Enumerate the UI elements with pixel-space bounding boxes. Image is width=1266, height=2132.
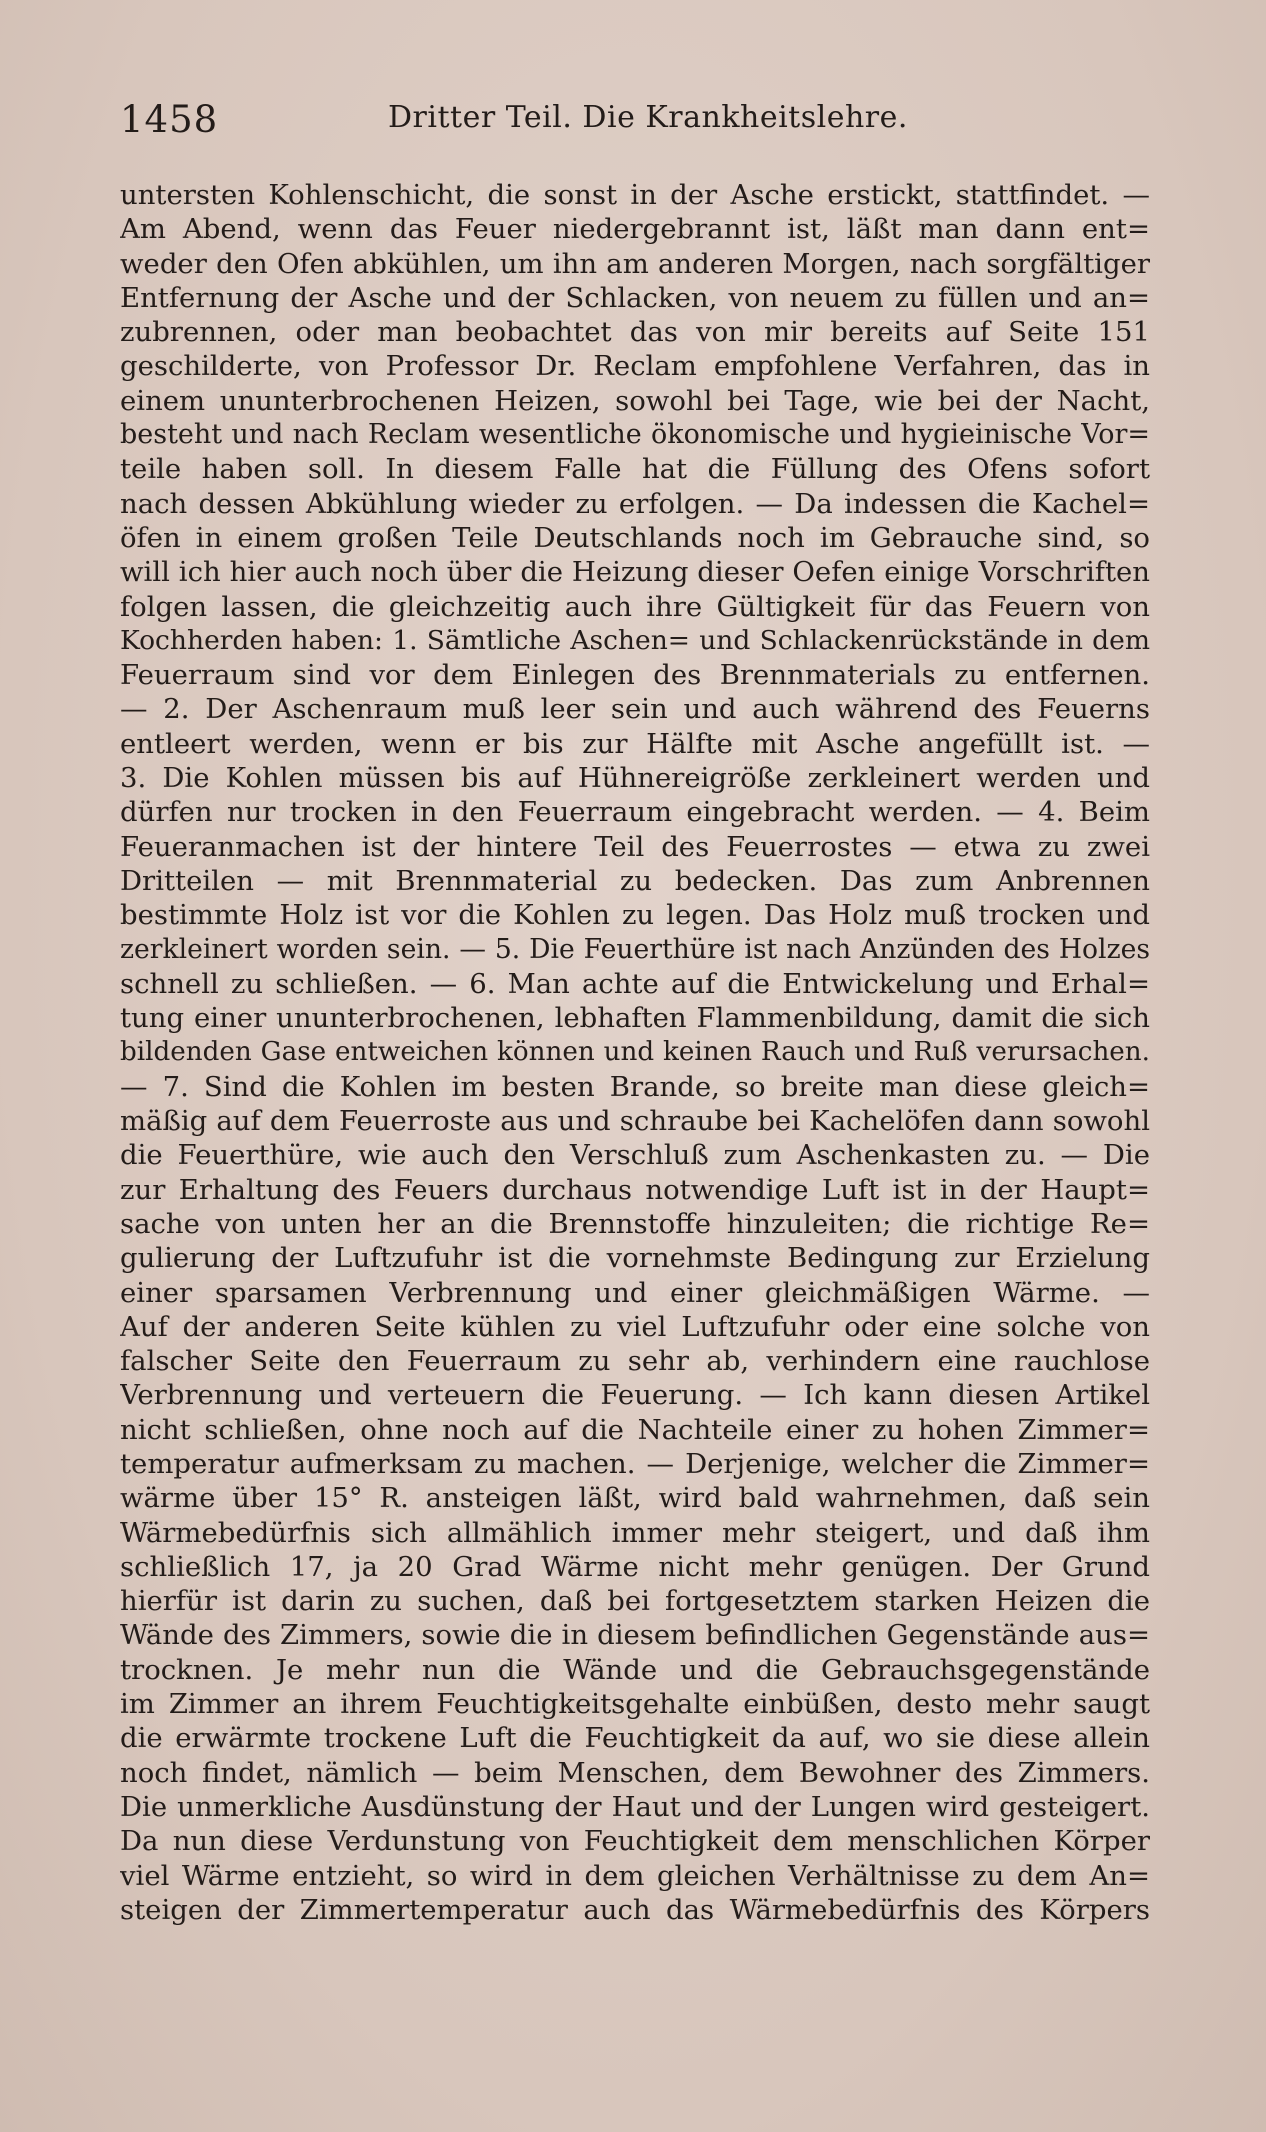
text-line: zur Erhaltung des Feuers durchaus notwendige Luft ist in der Haupt= — [120, 1173, 1150, 1206]
text-line: nicht schließen, ohne noch auf die Nachteile einer zu hohen Zimmer= — [120, 1413, 1150, 1446]
text-line: tung einer ununterbrochenen, lebhaften Flammenbildung, damit die sich — [120, 1002, 1150, 1035]
text-line: die erwärmte trockene Luft die Feuchtigkeit da auf, wo sie diese allein — [120, 1722, 1150, 1755]
text-line: im Zimmer an ihrem Feuchtigkeitsgehalte einbüßen, desto mehr saugt — [120, 1688, 1150, 1721]
text-line: einer sparsamen Verbrennung und einer gleichmäßigen Wärme. — — [120, 1276, 1150, 1309]
body-text — [120, 178, 1150, 1927]
text-line: weder den Ofen abkühlen, um ihn am anderen Morgen, nach sorgfältiger — [120, 247, 1150, 280]
text-line: öfen in einem großen Teile Deutschlands noch im Gebrauche sind, so — [120, 521, 1150, 554]
text-line: geschilderte, von Professor Dr. Reclam empfohlene Verfahren, das in — [120, 350, 1150, 383]
text-line: wärme über 15° R. ansteigen läßt, wird bald wahrnehmen, daß sein — [120, 1482, 1150, 1515]
text-line: schließlich 17, ja 20 Grad Wärme nicht mehr genügen. Der Grund — [120, 1550, 1150, 1583]
text-line: steigen der Zimmertemperatur auch das Wärmebedürfnis des Körpers — [120, 1893, 1150, 1926]
text-line: entleert werden, wenn er bis zur Hälfte mit Asche angefüllt ist. — — [120, 727, 1150, 760]
text-line: Wände des Zimmers, sowie die in diesem befindlichen Gegenstände aus= — [120, 1619, 1150, 1652]
text-line: sache von unten her an die Brennstoffe hinzuleiten; die richtige Re= — [120, 1207, 1150, 1240]
text-line: Verbrennung und verteuern die Feuerung. — Ich kann diesen Artikel — [120, 1379, 1150, 1412]
text-line: temperatur aufmerksam zu machen. — Derjenige, welcher die Zimmer= — [120, 1447, 1150, 1480]
running-head: Dritter Teil. Die Krankheitslehre. — [388, 100, 908, 135]
text-line: Entfernung der Asche und der Schlacken, von neuem zu füllen und an= — [120, 281, 1150, 314]
text-line: mäßig auf dem Feuerroste aus und schraube bei Kachelöfen dann sowohl — [120, 1105, 1150, 1138]
text-line: Feuerraum sind vor dem Einlegen des Brennmaterials zu entfernen. — [120, 659, 1150, 692]
text-line: Wärmebedürfnis sich allmählich immer mehr steigert, und daß ihm — [120, 1516, 1150, 1549]
text-line: hierfür ist darin zu suchen, daß bei fortgesetztem starken Heizen die — [120, 1585, 1150, 1618]
text-line: Am Abend, wenn das Feuer niedergebrannt ist, läßt man dann ent= — [120, 213, 1150, 246]
text-line: nach dessen Abkühlung wieder zu erfolgen. — Da indessen die Kachel= — [120, 487, 1150, 520]
text-line: noch findet, nämlich — beim Menschen, dem Bewohner des Zimmers. — [120, 1756, 1150, 1789]
text-line: die Feuerthüre, wie auch den Verschluß zum Aschenkasten zu. — Die — [120, 1139, 1150, 1172]
text-line: Die unmerkliche Ausdünstung der Haut und der Lungen wird gesteigert. — [120, 1790, 1150, 1823]
text-line: dürfen nur trocken in den Feuerraum eingebracht werden. — 4. Beim — [120, 796, 1150, 829]
page-number: 1458 — [120, 98, 219, 141]
text-line: viel Wärme entzieht, so wird in dem gleichen Verhältnisse zu dem An= — [120, 1859, 1150, 1892]
text-line: — 2. Der Aschenraum muß leer sein und auch während des Feuerns — [120, 693, 1150, 726]
page-header — [120, 98, 1150, 148]
text-line: untersten Kohlenschicht, die sonst in der Asche erstickt, stattfindet. — — [120, 179, 1150, 211]
text-line: Feueranmachen ist der hintere Teil des Feuerrostes — etwa zu zwei — [120, 830, 1150, 863]
text-line: trocknen. Je mehr nun die Wände und die Gebrauchsgegenstände — [120, 1653, 1150, 1686]
text-line: falscher Seite den Feuerraum zu sehr ab, verhindern eine rauchlose — [120, 1345, 1150, 1378]
text-line: Auf der anderen Seite kühlen zu viel Luftzufuhr oder eine solche von — [120, 1310, 1150, 1343]
text-line: bestimmte Holz ist vor die Kohlen zu legen. Das Holz muß trocken und — [120, 899, 1150, 932]
text-line: folgen lassen, die gleichzeitig auch ihre Gültigkeit für das Feuern von — [120, 590, 1150, 623]
text-line: gulierung der Luftzufuhr ist die vornehmste Bedingung zur Erzielung — [120, 1242, 1150, 1275]
text-line: Kochherden haben: 1. Sämtliche Aschen= und Schlackenrückstände in dem — [120, 624, 1150, 656]
text-line: schnell zu schließen. — 6. Man achte auf die Entwickelung und Erhal= — [120, 967, 1150, 1000]
text-line: Da nun diese Verdunstung von Feuchtigkeit dem menschlichen Körper — [120, 1825, 1150, 1858]
text-line: Dritteilen — mit Brennmaterial zu bedecken. Das zum Anbrennen — [120, 864, 1150, 897]
text-line: zerkleinert worden sein. — 5. Die Feuerthüre ist nach Anzünden des Holzes — [120, 933, 1150, 965]
text-line: einem ununterbrochenen Heizen, sowohl bei Tage, wie bei der Nacht, — [120, 384, 1150, 417]
text-line: teile haben soll. In diesem Falle hat die Füllung des Ofens sofort — [120, 453, 1150, 486]
text-line: — 7. Sind die Kohlen im besten Brande, so breite man diese gleich= — [120, 1070, 1150, 1103]
text-line: 3. Die Kohlen müssen bis auf Hühnereigröße zerkleinert werden und — [120, 762, 1150, 795]
text-line: will ich hier auch noch über die Heizung dieser Oefen einige Vorschriften — [120, 556, 1150, 589]
text-line: bildenden Gase entweichen können und keinen Rauch und Ruß verursachen. — [120, 1037, 1150, 1068]
text-line: besteht und nach Reclam wesentliche ökonomische und hygieinische Vor= — [120, 419, 1150, 451]
text-line: zubrennen, oder man beobachtet das von mir bereits auf Seite 151 — [120, 316, 1150, 349]
